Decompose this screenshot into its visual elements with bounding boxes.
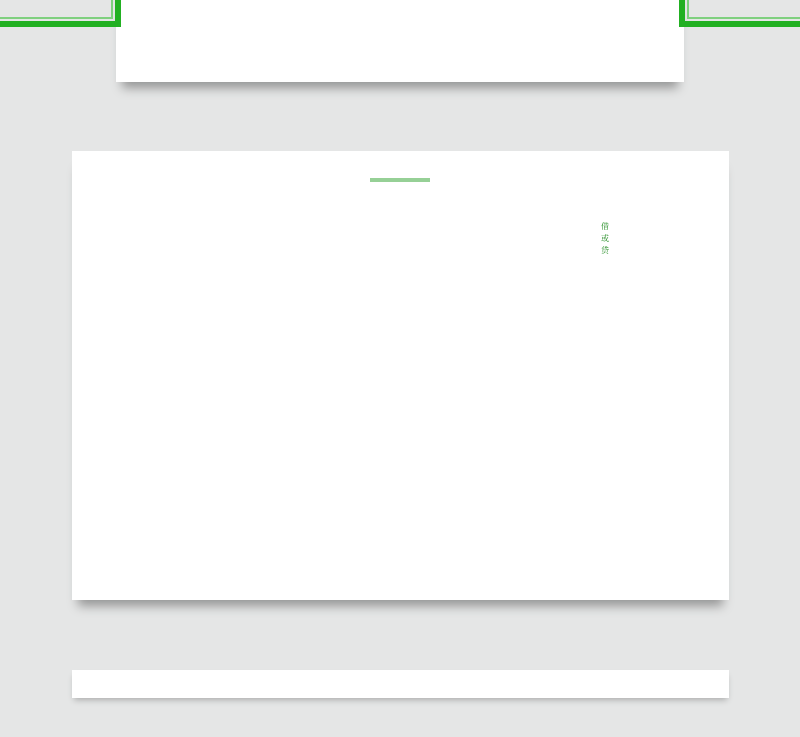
background-frame-decoration: [0, 0, 800, 24]
direction-char-3: 贷: [601, 246, 609, 255]
direction-char-1: 借: [601, 222, 609, 231]
direction-char-2: 或: [601, 234, 609, 243]
